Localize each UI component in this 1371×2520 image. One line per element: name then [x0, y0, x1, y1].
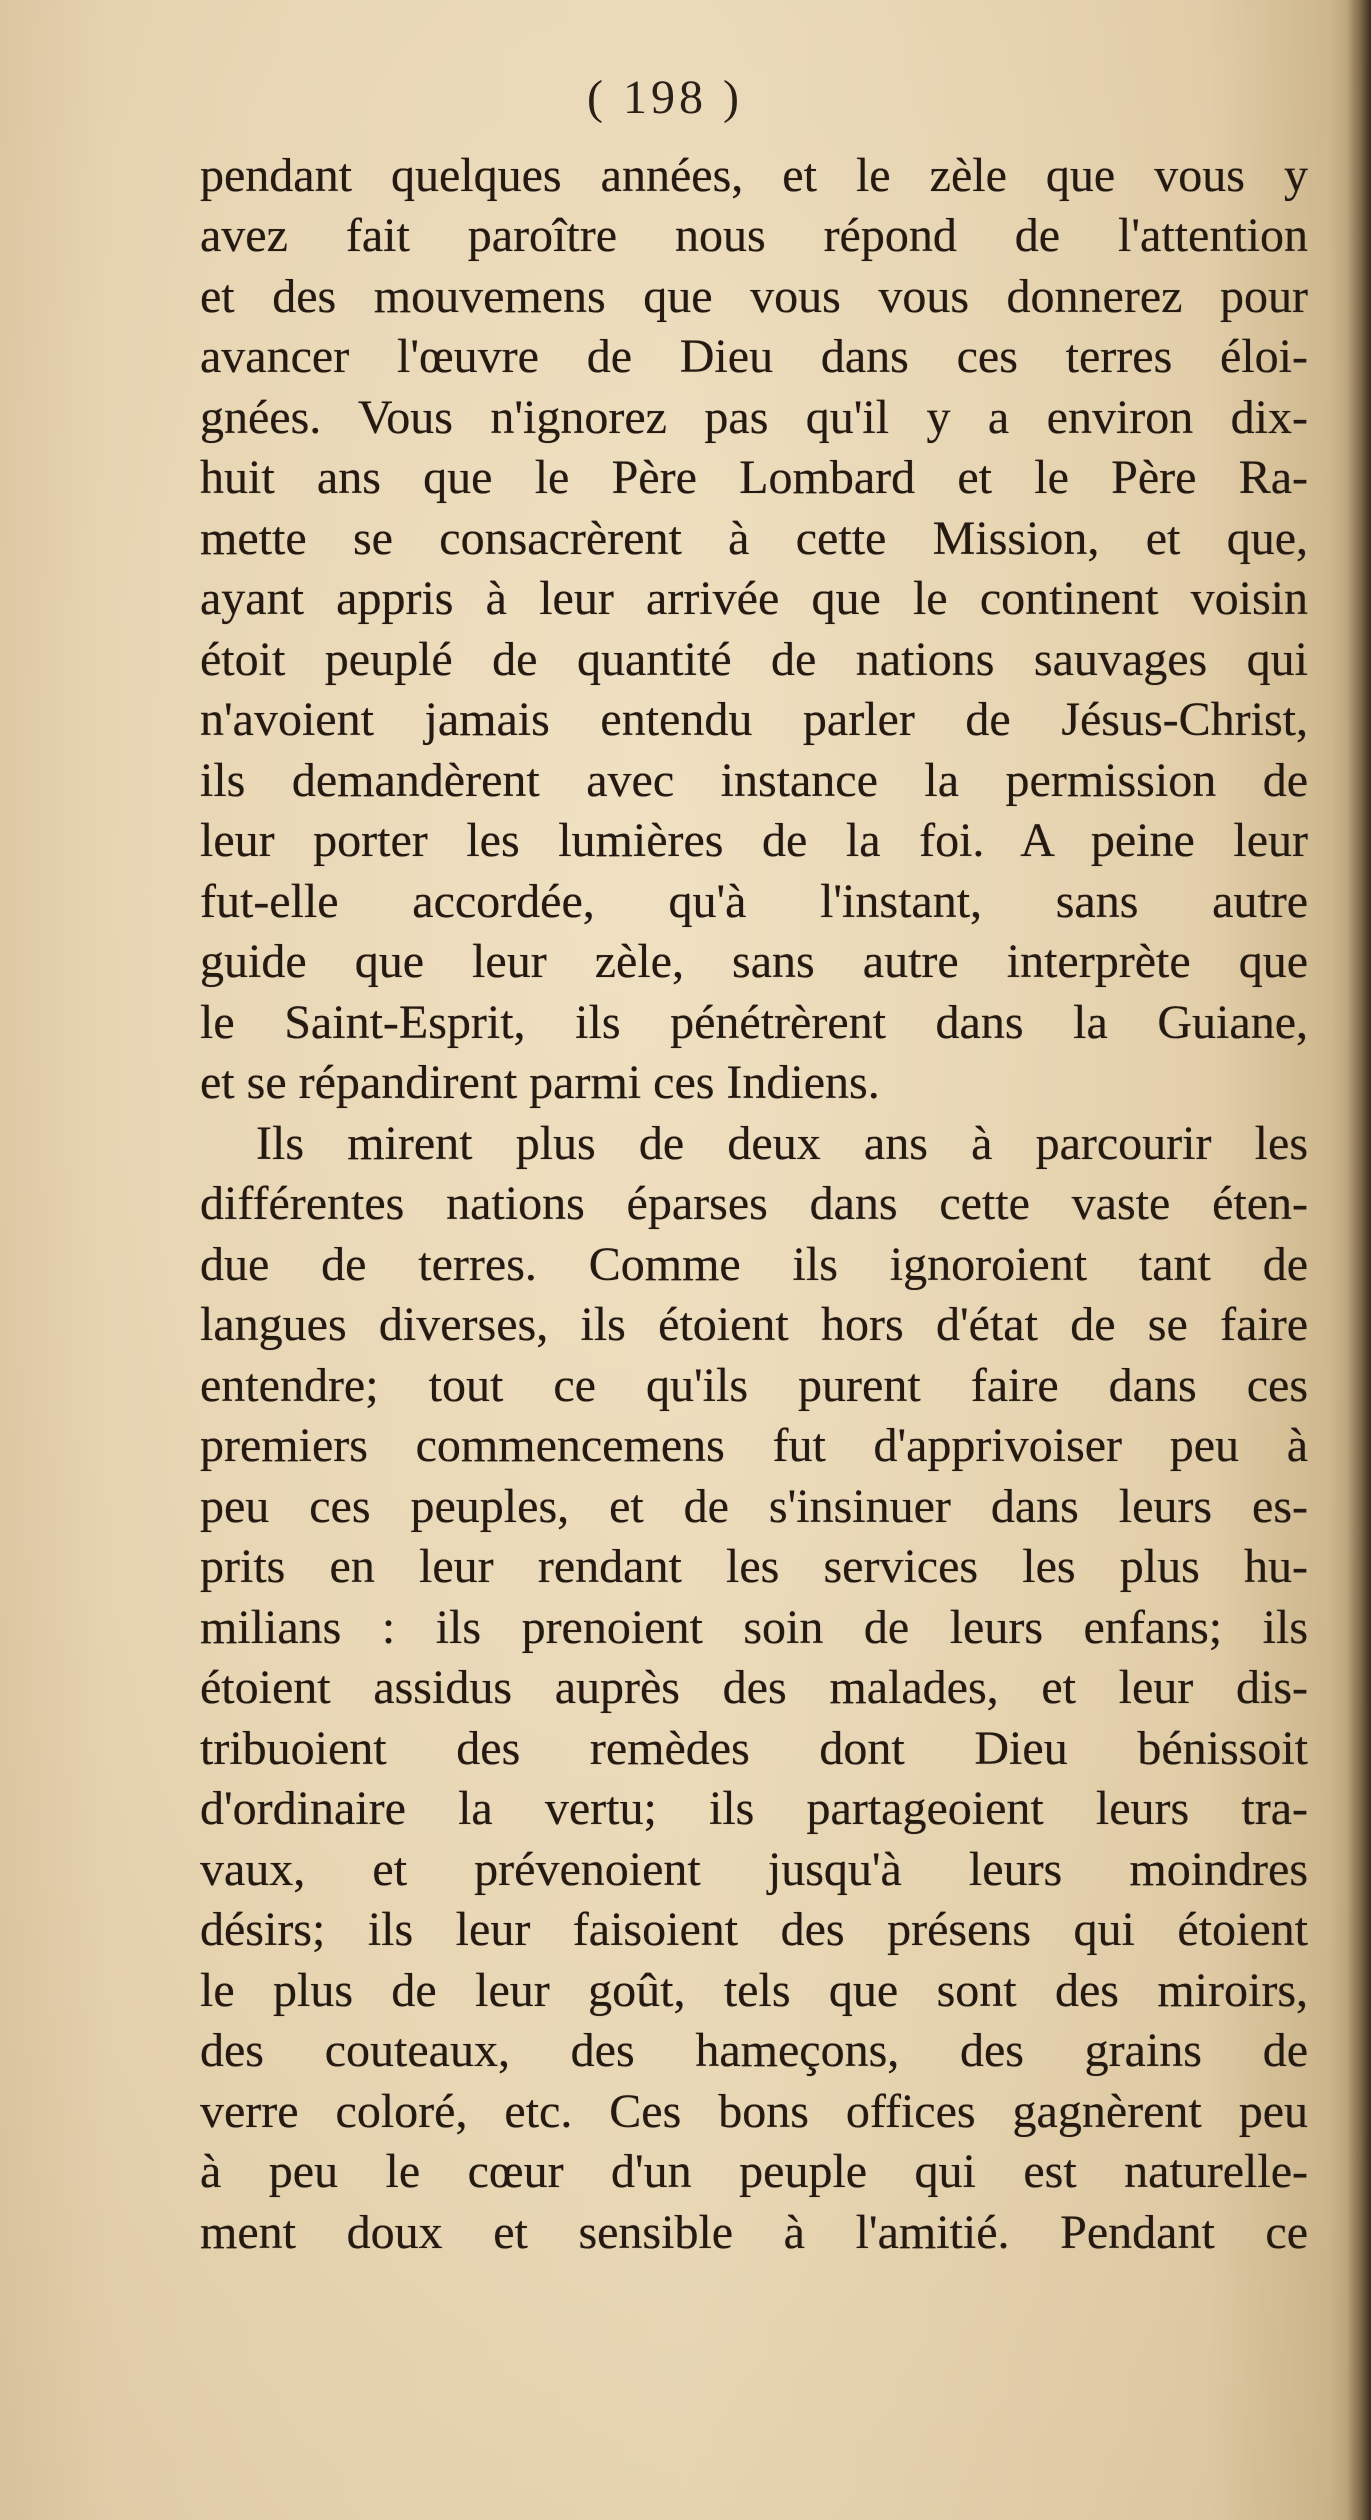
text-line: tribuoient des remèdes dont Dieu bénissoit [200, 1722, 1308, 1775]
text-line: entendre; tout ce qu'ils purent faire dans ces [200, 1359, 1308, 1412]
text-line: premiers commencemens fut d'apprivoiser peu à [200, 1419, 1308, 1472]
text-line: n'avoient jamais entendu parler de Jésus-Christ, [200, 693, 1308, 746]
page-number: ( 198 ) [587, 71, 743, 124]
text-line: fut-elle accordée, qu'à l'instant, sans autre [200, 875, 1308, 928]
text-line: différentes nations éparses dans cette vaste éten- [200, 1177, 1308, 1230]
text-line: d'ordinaire la vertu; ils partageoient leurs tra- [200, 1782, 1308, 1835]
text-line: étoit peuplé de quantité de nations sauvages qui [200, 633, 1308, 686]
text-line: ment doux et sensible à l'amitié. Pendant ce [200, 2206, 1308, 2259]
text-line: des couteaux, des hameçons, des grains de [200, 2024, 1308, 2077]
text-line: peu ces peuples, et de s'insinuer dans leurs es- [200, 1480, 1308, 1533]
text-line: leur porter les lumières de la foi. A peine leur [200, 814, 1308, 867]
text-line: gnées. Vous n'ignorez pas qu'il y a environ dix- [200, 391, 1308, 444]
text-line: désirs; ils leur faisoient des présens qui étoient [200, 1903, 1308, 1956]
text-line: ayant appris à leur arrivée que le continent voisin [200, 572, 1308, 625]
text-line: le plus de leur goût, tels que sont des miroirs, [200, 1964, 1308, 2017]
text-line: Ils mirent plus de deux ans à parcourir les [256, 1117, 1308, 1170]
text-line: milians : ils prenoient soin de leurs enfans; ils [200, 1601, 1308, 1654]
text-line: langues diverses, ils étoient hors d'état de se faire [200, 1298, 1308, 1351]
text-line: guide que leur zèle, sans autre interprète que [200, 935, 1308, 988]
text-line: étoient assidus auprès des malades, et leur dis- [200, 1661, 1308, 1714]
text-line: pendant quelques années, et le zèle que vous y [200, 149, 1308, 202]
text-line: mette se consacrèrent à cette Mission, et que, [200, 512, 1308, 565]
book-binding-shadow [1347, 0, 1371, 2520]
text-line: et des mouvemens que vous vous donnerez pour [200, 270, 1308, 323]
text-line: prits en leur rendant les services les plus hu- [200, 1540, 1308, 1593]
text-line: à peu le cœur d'un peuple qui est naturelle- [200, 2145, 1308, 2198]
text-line: due de terres. Comme ils ignoroient tant de [200, 1238, 1308, 1291]
text-line: avez fait paroître nous répond de l'attention [200, 209, 1308, 262]
text-line: vaux, et prévenoient jusqu'à leurs moindres [200, 1843, 1308, 1896]
text-line: ils demandèrent avec instance la permission de [200, 754, 1308, 807]
text-line: huit ans que le Père Lombard et le Père Ra- [200, 451, 1308, 504]
text-line: le Saint-Esprit, ils pénétrèrent dans la Guiane, [200, 996, 1308, 1049]
text-line: et se répandirent parmi ces Indiens. [200, 1056, 880, 1109]
text-line: avancer l'œuvre de Dieu dans ces terres éloi- [200, 330, 1308, 383]
text-line: verre coloré, etc. Ces bons offices gagnèrent peu [200, 2085, 1308, 2138]
